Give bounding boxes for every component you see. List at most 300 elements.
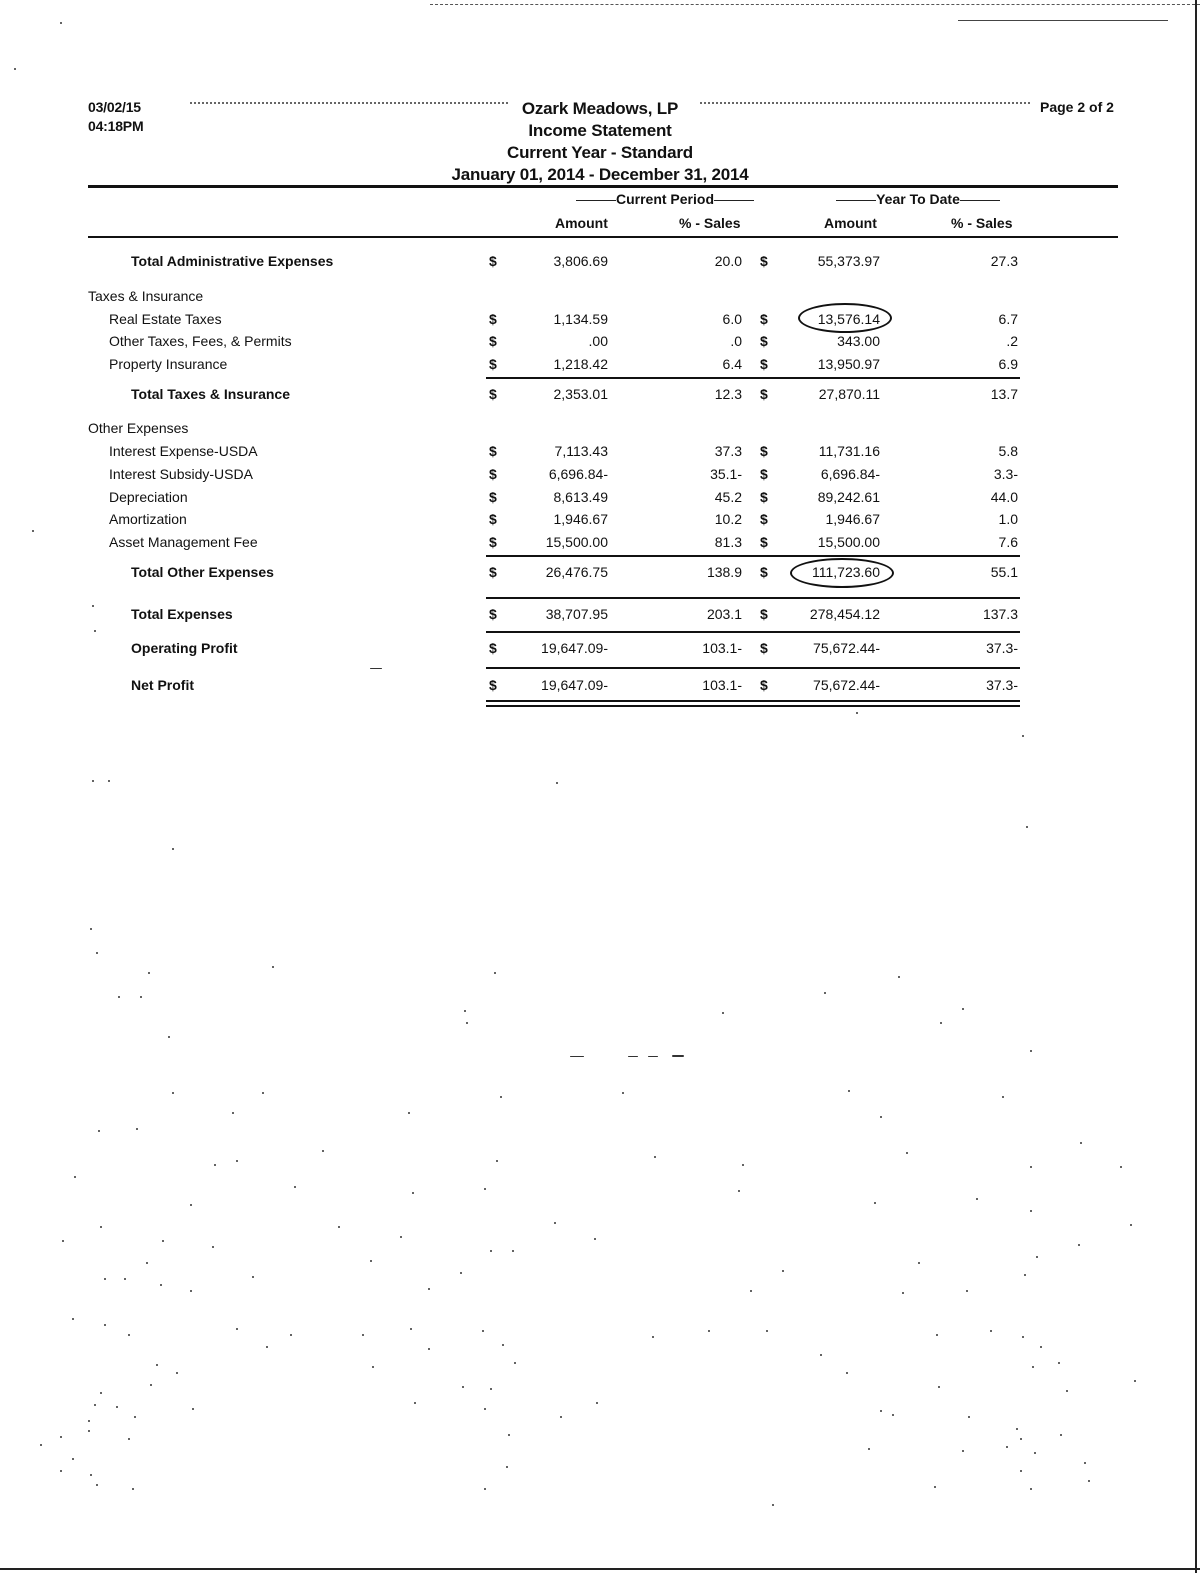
current-amount: 8,613.49 <box>553 489 608 505</box>
column-group-year-to-date: Year To Date <box>818 191 1018 207</box>
scan-speck <box>172 848 174 850</box>
scan-speck <box>484 1188 486 1190</box>
scan-speck <box>484 1488 486 1490</box>
currency-symbol: $ <box>489 386 497 402</box>
scan-speck <box>410 1328 412 1330</box>
handwritten-circle-annotation <box>798 303 892 333</box>
scan-speck <box>738 1190 740 1192</box>
table-row <box>0 311 1200 331</box>
scan-speck <box>140 996 142 998</box>
scan-speck <box>496 1160 498 1162</box>
column-header-ytd-pct: % - Sales <box>951 215 1013 231</box>
scan-speck <box>596 1402 598 1404</box>
row-label: Property Insurance <box>109 356 228 372</box>
scan-speck <box>490 1388 492 1390</box>
scan-speck <box>906 1152 908 1154</box>
scan-speck <box>92 780 94 782</box>
scan-speck <box>1030 1050 1032 1052</box>
scan-speck <box>72 1318 74 1320</box>
row-label: Other Taxes, Fees, & Permits <box>109 333 292 349</box>
current-pct-sales: 12.3 <box>714 386 742 402</box>
current-pct-sales: 103.1- <box>702 677 742 693</box>
current-amount: 7,113.43 <box>554 443 608 459</box>
total-row <box>0 677 1200 697</box>
scan-speck <box>88 1430 90 1432</box>
current-pct-sales: 103.1- <box>702 640 742 656</box>
scan-speck <box>160 1284 162 1286</box>
ytd-amount: 6,696.84- <box>820 466 880 482</box>
subtotal-row <box>0 386 1200 406</box>
current-pct-sales: 81.3 <box>714 534 742 550</box>
row-label: Amortization <box>109 511 187 527</box>
subtotal-row <box>0 564 1200 584</box>
scan-speck <box>976 1198 978 1200</box>
current-pct-sales: 203.1 <box>706 606 742 622</box>
currency-symbol: $ <box>760 356 768 372</box>
current-pct-sales: 20.0 <box>714 253 742 269</box>
scan-speck <box>820 1354 822 1356</box>
scan-speck <box>100 1226 102 1228</box>
scan-speck <box>898 976 900 978</box>
current-amount: 1,218.42 <box>553 356 608 372</box>
scan-speck <box>1032 1366 1034 1368</box>
scan-speck <box>1002 1096 1004 1098</box>
scan-speck <box>88 1420 90 1422</box>
table-row <box>0 466 1200 486</box>
currency-symbol: $ <box>760 534 768 550</box>
scan-speck <box>168 1036 170 1038</box>
scan-speck <box>136 1128 138 1130</box>
scan-speck <box>252 1276 254 1278</box>
ytd-pct-sales: 1.0 <box>998 511 1018 527</box>
row-label: Operating Profit <box>131 640 238 656</box>
scan-speck <box>262 1092 264 1094</box>
scan-speck <box>60 22 62 24</box>
scan-speck <box>462 1386 464 1388</box>
currency-symbol: $ <box>489 534 497 550</box>
scan-speck <box>370 668 382 669</box>
scan-speck <box>294 1186 296 1188</box>
currency-symbol: $ <box>489 511 497 527</box>
scan-speck <box>560 1416 562 1418</box>
currency-symbol: $ <box>760 333 768 349</box>
scan-speck <box>1036 1256 1038 1258</box>
scan-speck <box>338 1226 340 1228</box>
scan-speck <box>742 1164 744 1166</box>
currency-symbol: $ <box>489 677 497 693</box>
scan-speck <box>766 1330 768 1332</box>
scan-speck <box>1040 1346 1042 1348</box>
scan-speck <box>1080 1142 1082 1144</box>
scan-speck <box>60 1470 62 1472</box>
scan-speck <box>1058 1362 1060 1364</box>
ytd-amount: 15,500.00 <box>817 534 880 550</box>
ytd-amount: 278,454.12 <box>809 606 880 622</box>
report-period: January 01, 2014 - December 31, 2014 <box>451 165 749 184</box>
page-edge-bottom <box>0 1568 1200 1570</box>
scan-speck <box>570 1056 584 1057</box>
scan-artifact-line <box>430 4 1200 6</box>
scan-speck <box>1020 1470 1022 1472</box>
current-pct-sales: 37.3 <box>714 443 742 459</box>
scan-speck <box>124 1278 126 1280</box>
scan-speck <box>1030 1210 1032 1212</box>
row-label: Total Expenses <box>131 606 233 622</box>
page-edge-right <box>1195 0 1197 1573</box>
scan-speck <box>190 1204 192 1206</box>
scan-speck <box>772 1504 774 1506</box>
column-header-cur-amount: Amount <box>555 215 608 231</box>
scan-speck <box>94 1404 96 1406</box>
scan-speck <box>372 1366 374 1368</box>
currency-symbol: $ <box>760 311 768 327</box>
scan-speck <box>94 630 96 632</box>
current-amount: 38,707.95 <box>545 606 608 622</box>
scan-speck <box>362 1334 364 1336</box>
scan-speck <box>290 1334 292 1336</box>
row-label: Total Other Expenses <box>131 564 274 580</box>
scan-speck <box>1024 1274 1026 1276</box>
subtotal-rule <box>486 555 1020 557</box>
scan-speck <box>918 1262 920 1264</box>
table-row <box>0 443 1200 463</box>
scan-speck <box>146 1262 148 1264</box>
current-amount: 2,353.01 <box>553 386 608 402</box>
ytd-pct-sales: 44.0 <box>990 489 1018 505</box>
ytd-amount: 13,950.97 <box>817 356 880 372</box>
scan-speck <box>506 1466 508 1468</box>
scan-speck <box>1120 1166 1122 1168</box>
scan-speck <box>962 1008 964 1010</box>
ytd-amount: 1,946.67 <box>825 511 880 527</box>
scan-speck <box>150 1384 152 1386</box>
scan-speck <box>594 1238 596 1240</box>
currency-symbol: $ <box>489 640 497 656</box>
scan-speck <box>322 1150 324 1152</box>
currency-symbol: $ <box>760 606 768 622</box>
scan-artifact-line <box>958 20 1168 22</box>
scan-speck <box>482 1330 484 1332</box>
total-rule <box>486 597 1020 599</box>
scan-speck <box>1016 1428 1018 1430</box>
scan-speck <box>490 1250 492 1252</box>
ytd-pct-sales: .2 <box>1006 333 1018 349</box>
scan-speck <box>128 1334 130 1336</box>
currency-symbol: $ <box>760 386 768 402</box>
currency-symbol: $ <box>760 253 768 269</box>
scan-speck <box>648 1056 658 1057</box>
currency-symbol: $ <box>489 466 497 482</box>
current-amount: 26,476.75 <box>545 564 608 580</box>
ytd-pct-sales: 6.7 <box>998 311 1018 327</box>
scan-speck <box>90 928 92 930</box>
scan-speck <box>32 530 34 532</box>
scan-speck <box>92 605 94 607</box>
scan-speck <box>108 780 110 782</box>
ytd-pct-sales: 37.3- <box>986 677 1018 693</box>
ytd-amount: 111,723.60 <box>812 564 880 580</box>
currency-symbol: $ <box>760 466 768 482</box>
table-row <box>0 489 1200 509</box>
scan-speck <box>236 1328 238 1330</box>
scan-speck <box>90 1474 92 1476</box>
scan-speck <box>74 1176 76 1178</box>
scan-speck <box>236 1160 238 1162</box>
scan-speck <box>622 1092 624 1094</box>
ytd-pct-sales: 7.6 <box>998 534 1018 550</box>
scan-speck <box>934 1486 936 1488</box>
scan-speck <box>176 1372 178 1374</box>
currency-symbol: $ <box>489 311 497 327</box>
scan-speck <box>1134 1380 1136 1382</box>
ytd-pct-sales: 3.3- <box>993 466 1018 482</box>
currency-symbol: $ <box>760 640 768 656</box>
scan-speck <box>96 952 98 954</box>
current-pct-sales: 45.2 <box>714 489 742 505</box>
total-rule <box>486 631 1020 633</box>
row-label: Depreciation <box>109 489 188 505</box>
scan-speck <box>846 1372 848 1374</box>
report-time: 04:18PM <box>88 118 144 134</box>
scan-speck <box>1034 1452 1036 1454</box>
ytd-amount: 55,373.97 <box>817 253 880 269</box>
double-underline <box>486 700 1020 702</box>
scan-speck <box>936 1334 938 1336</box>
row-label: Taxes & Insurance <box>88 288 204 304</box>
column-header-rule <box>88 236 1118 238</box>
scan-speck <box>408 1112 410 1114</box>
current-amount: 3,806.69 <box>553 253 608 269</box>
scan-speck <box>98 1130 100 1132</box>
scan-speck <box>370 1260 372 1262</box>
row-label: Real Estate Taxes <box>109 311 222 327</box>
header-rule <box>88 185 1118 188</box>
current-amount: 19,647.09- <box>541 677 608 693</box>
column-header-cur-pct: % - Sales <box>679 215 741 231</box>
scan-speck <box>134 1416 136 1418</box>
ytd-pct-sales: 55.1 <box>990 564 1018 580</box>
current-pct-sales: 35.1- <box>710 466 742 482</box>
scan-speck <box>1006 1446 1008 1448</box>
scan-speck <box>880 1410 882 1412</box>
column-group-current-period: Current Period <box>540 191 790 207</box>
scan-speck <box>484 1408 486 1410</box>
scan-speck <box>848 1090 850 1092</box>
current-amount: .00 <box>588 333 608 349</box>
ytd-amount: 75,672.44- <box>813 677 880 693</box>
ytd-pct-sales: 5.8 <box>998 443 1018 459</box>
scan-speck <box>652 1336 654 1338</box>
scan-speck <box>118 996 120 998</box>
scan-speck <box>514 1362 516 1364</box>
row-label: Net Profit <box>131 677 194 693</box>
current-amount: 1,134.59 <box>553 311 608 327</box>
scan-speck <box>62 1240 64 1242</box>
scan-speck <box>1088 1480 1090 1482</box>
scan-speck <box>990 1330 992 1332</box>
row-label: Asset Management Fee <box>109 534 258 550</box>
currency-symbol: $ <box>760 677 768 693</box>
scan-speck <box>494 972 496 974</box>
report-timestamp <box>88 98 143 136</box>
scan-speck <box>708 1330 710 1332</box>
scan-speck <box>880 1116 882 1118</box>
scan-speck <box>104 1278 106 1280</box>
currency-symbol: $ <box>489 253 497 269</box>
scan-speck <box>1030 1488 1032 1490</box>
scan-speck <box>500 1096 502 1098</box>
section-heading <box>0 288 1200 308</box>
currency-symbol: $ <box>489 443 497 459</box>
scan-speck <box>400 1236 402 1238</box>
ytd-amount: 27,870.11 <box>818 386 880 402</box>
scan-speck <box>962 1450 964 1452</box>
scan-speck <box>1084 1462 1086 1464</box>
scan-speck <box>1078 1244 1080 1246</box>
scan-speck <box>172 1092 174 1094</box>
current-pct-sales: 6.0 <box>722 311 742 327</box>
subtotal-rule <box>486 377 1020 379</box>
currency-symbol: $ <box>489 356 497 372</box>
ytd-amount: 343.00 <box>837 333 880 349</box>
scan-speck <box>512 1250 514 1252</box>
report-basis: Current Year - Standard <box>507 143 693 162</box>
currency-symbol: $ <box>760 443 768 459</box>
table-row <box>0 534 1200 554</box>
scan-speck <box>856 712 858 714</box>
scan-speck <box>466 1022 468 1024</box>
total-row <box>0 640 1200 660</box>
scan-speck <box>212 1246 214 1248</box>
table-row <box>0 511 1200 531</box>
scan-speck <box>190 1290 192 1292</box>
currency-symbol: $ <box>489 489 497 505</box>
ytd-amount: 89,242.61 <box>817 489 880 505</box>
scan-speck <box>722 1012 724 1014</box>
scan-speck <box>156 1364 158 1366</box>
scan-speck <box>1026 826 1028 828</box>
scan-speck <box>892 1414 894 1416</box>
scan-speck <box>116 1406 118 1408</box>
handwritten-circle-annotation <box>790 558 894 588</box>
table-row <box>0 356 1200 376</box>
scan-speck <box>508 1434 510 1436</box>
scan-speck <box>148 972 150 974</box>
current-pct-sales: 6.4 <box>722 356 742 372</box>
scan-speck <box>272 966 274 968</box>
scan-speck <box>782 1270 784 1272</box>
ytd-amount: 75,672.44- <box>813 640 880 656</box>
current-amount: 6,696.84- <box>548 466 608 482</box>
company-name: Ozark Meadows, LP <box>521 99 679 118</box>
scan-speck <box>1130 1224 1132 1226</box>
scan-speck <box>96 1484 98 1486</box>
scan-speck <box>902 1292 904 1294</box>
row-label: Total Administrative Expenses <box>131 253 334 269</box>
scan-speck <box>104 1324 106 1326</box>
current-amount: 15,500.00 <box>545 534 608 550</box>
section-heading <box>0 420 1200 440</box>
scan-speck <box>266 1346 268 1348</box>
scan-speck <box>14 68 16 70</box>
scan-speck <box>824 992 826 994</box>
scan-speck <box>60 1436 62 1438</box>
report-name: Income Statement <box>528 121 672 140</box>
current-pct-sales: 10.2 <box>714 511 742 527</box>
current-amount: 19,647.09- <box>541 640 608 656</box>
scan-speck <box>232 1112 234 1114</box>
table-row <box>0 253 1200 273</box>
scan-speck <box>750 1290 752 1292</box>
scan-speck <box>412 1192 414 1194</box>
scan-speck <box>40 1444 42 1446</box>
scan-speck <box>1020 1438 1022 1440</box>
current-pct-sales: 138.9 <box>706 564 742 580</box>
ytd-amount: 11,731.16 <box>818 443 880 459</box>
scan-speck <box>1030 1166 1032 1168</box>
scan-speck <box>414 1402 416 1404</box>
row-label: Interest Subsidy-USDA <box>109 466 253 482</box>
currency-symbol: $ <box>489 564 497 580</box>
scan-speck <box>464 1010 466 1012</box>
scan-speck <box>1060 1434 1062 1436</box>
row-label: Other Expenses <box>88 420 189 436</box>
ytd-pct-sales: 137.3 <box>982 606 1018 622</box>
report-title-block <box>300 98 900 186</box>
ytd-pct-sales: 6.9 <box>998 356 1018 372</box>
scan-speck <box>428 1288 430 1290</box>
scan-speck <box>654 1156 656 1158</box>
row-label: Interest Expense-USDA <box>109 443 258 459</box>
scan-speck <box>628 1056 638 1057</box>
currency-symbol: $ <box>489 333 497 349</box>
column-header-ytd-amount: Amount <box>824 215 877 231</box>
ytd-pct-sales: 13.7 <box>990 386 1018 402</box>
scan-speck <box>132 1488 134 1490</box>
report-date: 03/02/15 <box>88 99 141 115</box>
scan-speck <box>938 1386 940 1388</box>
scan-speck <box>874 1202 876 1204</box>
total-rule <box>486 667 1020 669</box>
scan-speck <box>162 1240 164 1242</box>
current-amount: 1,946.67 <box>553 511 608 527</box>
scan-speck <box>672 1055 684 1057</box>
page-number: Page 2 of 2 <box>1040 99 1114 115</box>
scan-speck <box>868 1448 870 1450</box>
scan-speck <box>1066 1390 1068 1392</box>
scan-speck <box>968 1416 970 1418</box>
scan-speck <box>502 1344 504 1346</box>
scan-speck <box>100 1392 102 1394</box>
scan-speck <box>428 1348 430 1350</box>
scan-speck <box>192 1408 194 1410</box>
double-underline <box>486 705 1020 707</box>
row-label: Total Taxes & Insurance <box>131 386 290 402</box>
ytd-pct-sales: 37.3- <box>986 640 1018 656</box>
current-pct-sales: .0 <box>730 333 742 349</box>
scan-speck <box>214 1164 216 1166</box>
scan-speck <box>1022 1336 1024 1338</box>
scan-speck <box>1022 735 1024 737</box>
scan-speck <box>128 1438 130 1440</box>
currency-symbol: $ <box>760 511 768 527</box>
ytd-pct-sales: 27.3 <box>990 253 1018 269</box>
currency-symbol: $ <box>760 564 768 580</box>
scan-speck <box>460 1272 462 1274</box>
scan-speck <box>940 1022 942 1024</box>
scan-speck <box>966 1290 968 1292</box>
currency-symbol: $ <box>760 489 768 505</box>
